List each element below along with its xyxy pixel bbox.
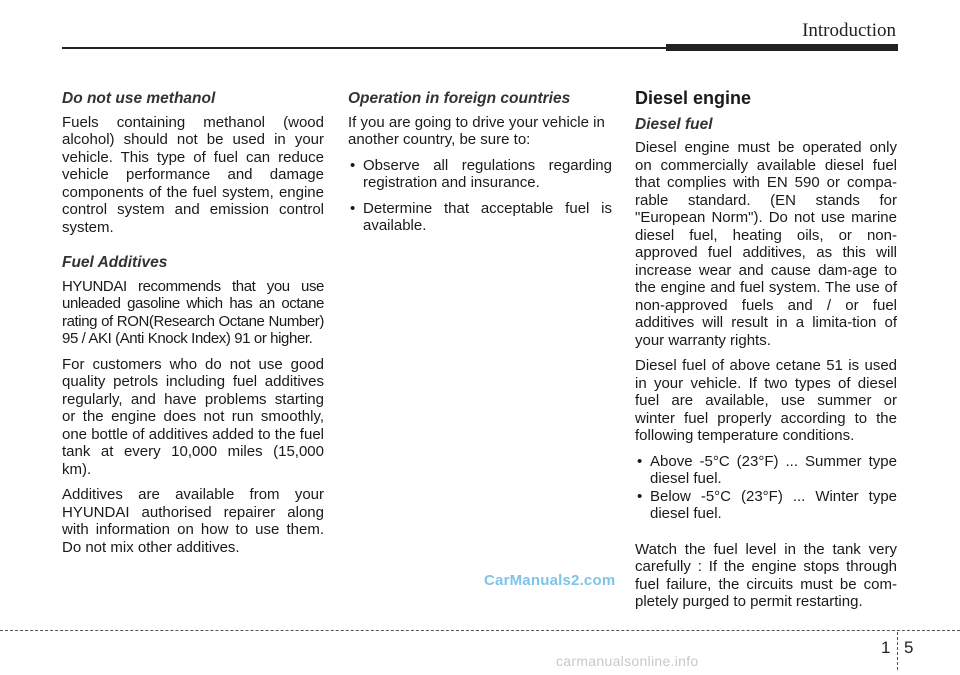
additives-paragraph-1: HYUNDAI recommends that you use unleaded gasoline which has an octane rating of RON(Research Octane Number) 95 / AKI (Anti Knock Index) 91 or higher. xyxy=(62,277,324,347)
methanol-text: Fuels containing methanol (wood alcohol) should not be used in your vehicle. This type of fuel can reduce vehicle performance and damage components of the fuel system, engine control system and emission control system. xyxy=(62,113,324,236)
site-watermark: carmanualsonline.info xyxy=(556,653,699,669)
foreign-intro: If you are going to drive your vehicle in another country, be sure to: xyxy=(348,113,605,148)
diesel-fuel-heading: Diesel fuel xyxy=(635,115,713,133)
foreign-bullet-list xyxy=(348,157,612,235)
methanol-heading: Do not use methanol xyxy=(62,90,216,107)
header-rule-bar xyxy=(666,44,898,51)
diesel-engine-heading: Diesel engine xyxy=(635,88,752,108)
temperature-bullet-list xyxy=(635,453,897,523)
foreign-bullet: • Determine that acceptable fuel is available. xyxy=(348,200,612,235)
page-separator xyxy=(897,632,898,670)
additives-paragraph-3: Additives are available from your HYUNDAI authorised repairer along with information on how to use them. Do not mix other additives. xyxy=(62,486,324,556)
foreign-bullet: • Observe all regulations regarding registration and insurance. xyxy=(348,157,612,192)
header-rule xyxy=(62,47,666,49)
header-title: Introduction xyxy=(802,20,896,41)
footer-rule xyxy=(0,630,960,631)
additives-heading: Fuel Additives xyxy=(62,254,168,271)
temperature-bullet: • Below -5°C (23°F) ... Winter type diesel fuel. xyxy=(635,488,897,523)
diesel-paragraph-1: Diesel engine must be operated only on commercially available diesel fuel that complies with EN 590 or compa-rable standard. (EN stands for "European Norm"). Do not use marine diesel fuel, heating oils, or non-approved fuel additives, as this will increase wear and cause dam-age to the engine and fuel system. The use of non-approved fuels and / or fuel additives will result in a limita-tion of your warranty rights. xyxy=(635,139,897,349)
chapter-number: 1 xyxy=(881,638,891,657)
watermark-link[interactable]: CarManuals2.com xyxy=(484,572,616,589)
column-left xyxy=(62,90,324,564)
page-number: 5 xyxy=(904,638,914,657)
additives-paragraph-2: For customers who do not use good quality petrols including fuel additives regularly, and have problems starting or the engine does not run smoothly, one bottle of additives added to the fuel tank at every 10,000 miles (15,000 km). xyxy=(62,355,324,478)
foreign-heading: Operation in foreign countries xyxy=(348,90,571,107)
column-right xyxy=(635,90,897,619)
temperature-bullet: • Above -5°C (23°F) ... Summer type diesel fuel. xyxy=(635,453,897,488)
diesel-paragraph-3: Watch the fuel level in the tank very carefully : If the engine stops through fuel failure, the circuits must be com-pletely purged to permit restarting. xyxy=(635,540,897,610)
diesel-paragraph-2: Diesel fuel of above cetane 51 is used in your vehicle. If two types of diesel fuel are available, use summer or winter fuel properly according to the following temperature conditions. xyxy=(635,357,897,444)
column-middle xyxy=(348,90,612,243)
